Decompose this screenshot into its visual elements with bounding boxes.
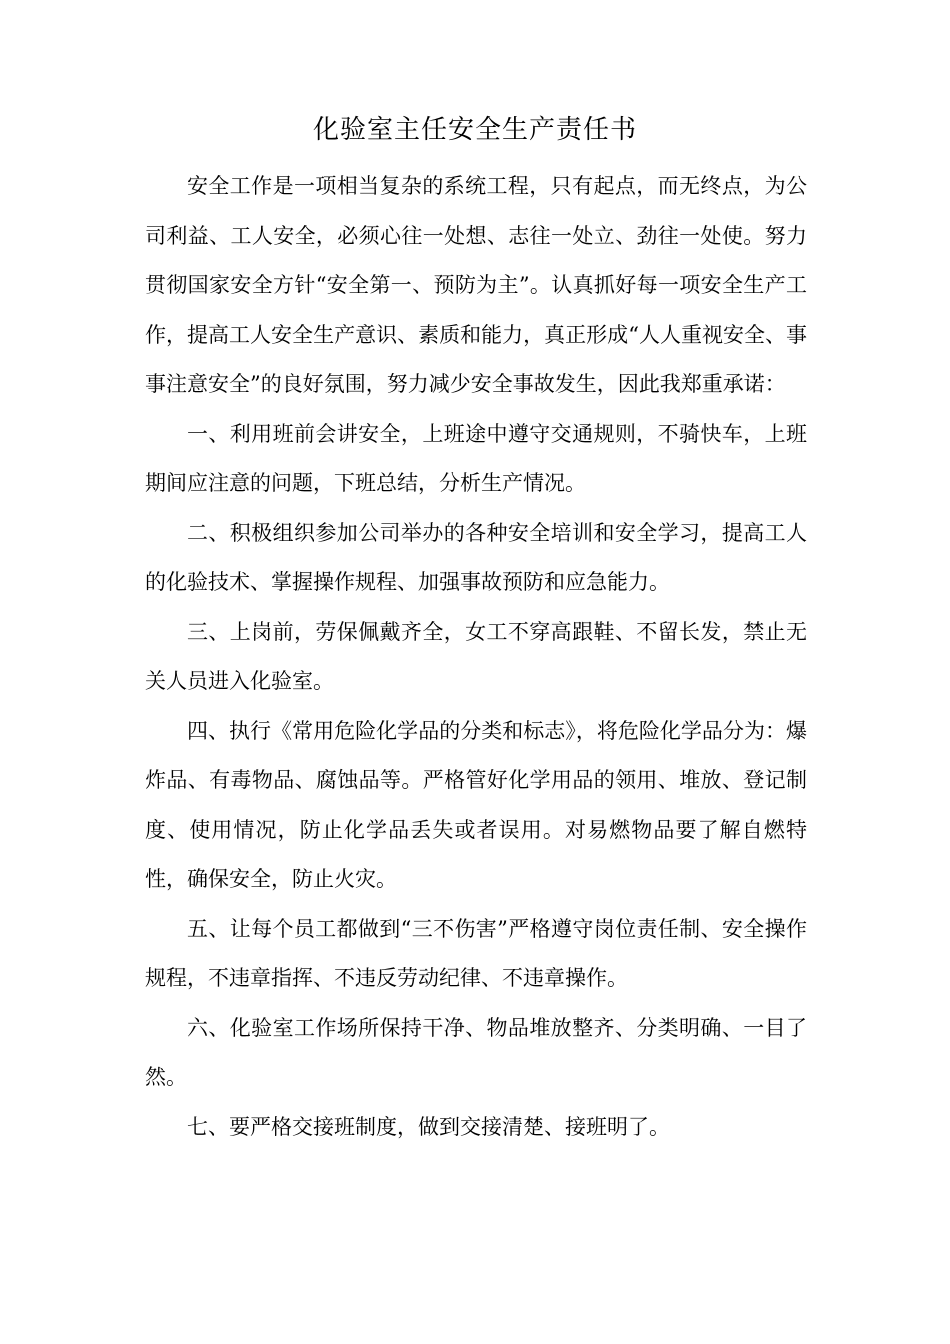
paragraph-item-2: 二、积极组织参加公司举办的各种安全培训和安全学习，提高工人的化验技术、掌握操作规程、加强事故预防和应急能力。 <box>145 520 807 594</box>
paragraph-item-1: 一、利用班前会讲安全，上班途中遵守交通规则，不骑快车，上班期间应注意的问题，下班总结，分析生产情况。 <box>145 421 807 495</box>
document-title: 化验室主任安全生产责任书 <box>312 115 637 145</box>
paragraph-item-7: 七、要严格交接班制度，做到交接清楚、接班明了。 <box>187 1114 670 1139</box>
paragraph-item-4: 四、执行《常用危险化学品的分类和标志》，将危险化学品分为：爆炸品、有毒物品、腐蚀品等。严格管好化学用品的领用、堆放、登记制度、使用情况，防止化学品丢失或者误用。对易燃物品要了解自燃特性，确保安全，防止火灾。 <box>145 718 807 891</box>
paragraph-item-6: 六、化验室工作场所保持干净、物品堆放整齐、分类明确、一目了然。 <box>145 1015 807 1089</box>
paragraph-intro: 安全工作是一项相当复杂的系统工程，只有起点，而无终点，为公司利益、工人安全，必须心往一处想、志往一处立、劲往一处使。努力贯彻国家安全方针“安全第一、预防为主”。认真抓好每一项安全生产工作，提高工人安全生产意识、素质和能力，真正形成“人人重视安全、事事注意安全”的良好氛围，努力减少安全事故发生，因此我郑重承诺： <box>145 174 807 396</box>
paragraph-item-3: 三、上岗前，劳保佩戴齐全，女工不穿高跟鞋、不留长发，禁止无关人员进入化验室。 <box>145 619 807 693</box>
document-body <box>145 162 807 1152</box>
paragraph-item-5: 五、让每个员工都做到“三不伤害”严格遵守岗位责任制、安全操作规程，不违章指挥、不违反劳动纪律、不违章操作。 <box>145 916 807 990</box>
